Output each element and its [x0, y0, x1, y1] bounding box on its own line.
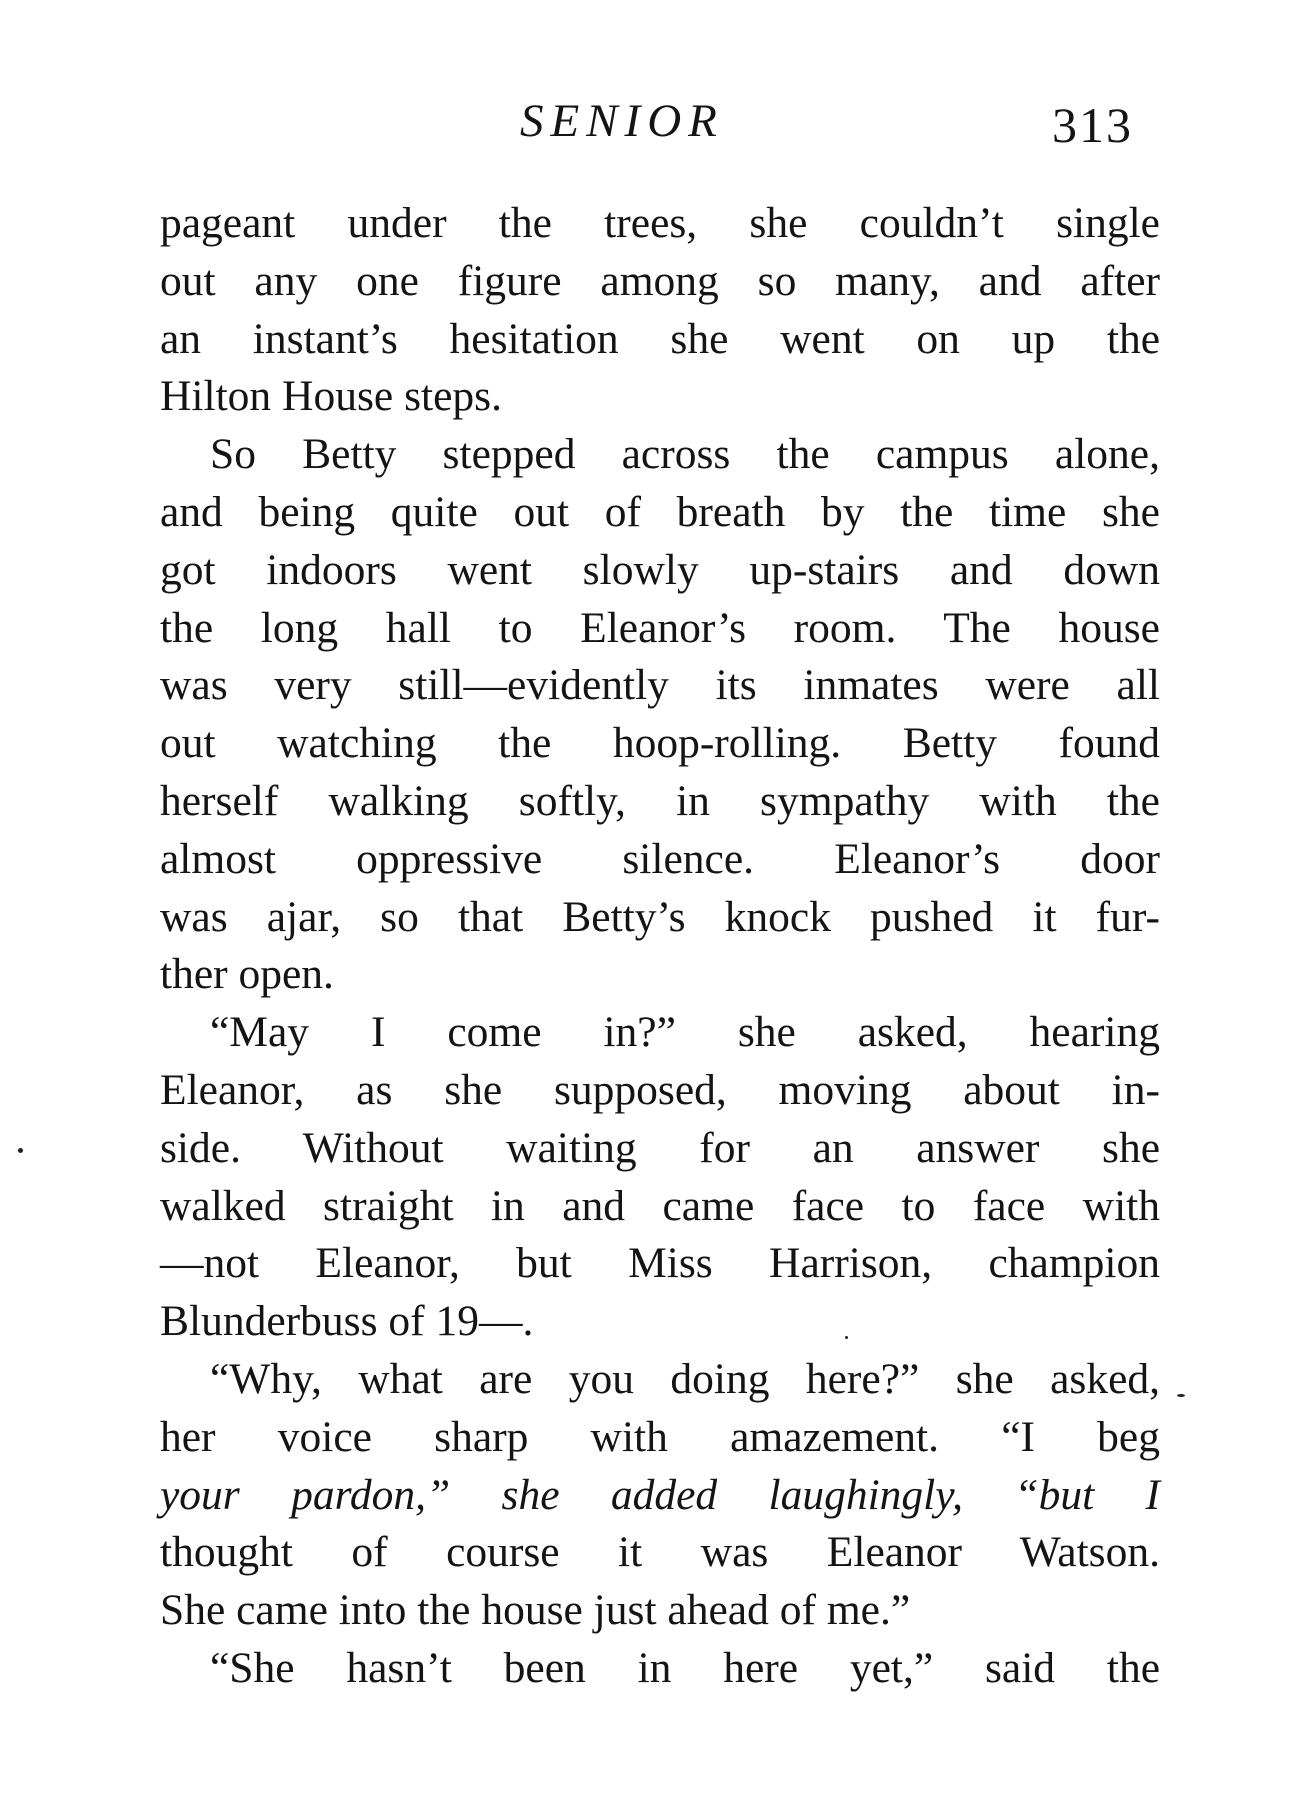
- body-text: [160, 195, 1160, 1698]
- scan-speck: [845, 1336, 848, 1339]
- text-line: herself walking softly, in sympathy with the: [160, 776, 1160, 825]
- text-line: out watching the hoop-rolling. Betty found: [160, 719, 1160, 768]
- text-line: ther open.: [160, 950, 334, 999]
- text-line: the long hall to Eleanor’s room. The house: [160, 603, 1160, 652]
- running-head-title: SENIOR: [520, 95, 724, 147]
- text-line: thought of course it was Eleanor Watson.: [160, 1528, 1160, 1577]
- page-number: 313: [1052, 97, 1133, 153]
- text-line: side. Without waiting for an answer she: [160, 1123, 1160, 1172]
- text-line: Eleanor, as she supposed, moving about in-: [160, 1065, 1160, 1114]
- text-line: your pardon,” she added laughingly, “but I: [160, 1470, 1160, 1519]
- scan-speck: [18, 1148, 23, 1153]
- text-line: “Why, what are you doing here?” she asked,: [210, 1354, 1160, 1403]
- text-line: Blunderbuss of 19—.: [160, 1297, 534, 1346]
- text-line: was ajar, so that Betty’s knock pushed it fur-: [160, 892, 1160, 941]
- text-line: was very still—evidently its inmates were all: [160, 661, 1160, 710]
- text-line: —not Eleanor, but Miss Harrison, champion: [160, 1239, 1160, 1288]
- text-line: and being quite out of breath by the time she: [160, 487, 1160, 536]
- text-line: almost oppressive silence. Eleanor’s door: [160, 834, 1160, 883]
- running-header: [0, 94, 1314, 164]
- text-line: She came into the house just ahead of me.”: [160, 1586, 911, 1635]
- text-line: So Betty stepped across the campus alone,: [210, 430, 1160, 479]
- text-line: Hilton House steps.: [160, 372, 502, 421]
- text-line: “She hasn’t been in here yet,” said the: [210, 1643, 1160, 1692]
- text-line: an instant’s hesitation she went on up the: [160, 314, 1160, 363]
- scan-speck: [1177, 1394, 1185, 1397]
- text-line: out any one figure among so many, and after: [160, 256, 1160, 305]
- text-line: pageant under the trees, she couldn’t single: [160, 199, 1160, 247]
- text-line: “May I come in?” she asked, hearing: [210, 1008, 1160, 1057]
- text-line: got indoors went slowly up-stairs and down: [160, 545, 1160, 594]
- text-line: walked straight in and came face to face with: [160, 1181, 1160, 1230]
- text-line: her voice sharp with amazement. “I beg: [160, 1412, 1160, 1461]
